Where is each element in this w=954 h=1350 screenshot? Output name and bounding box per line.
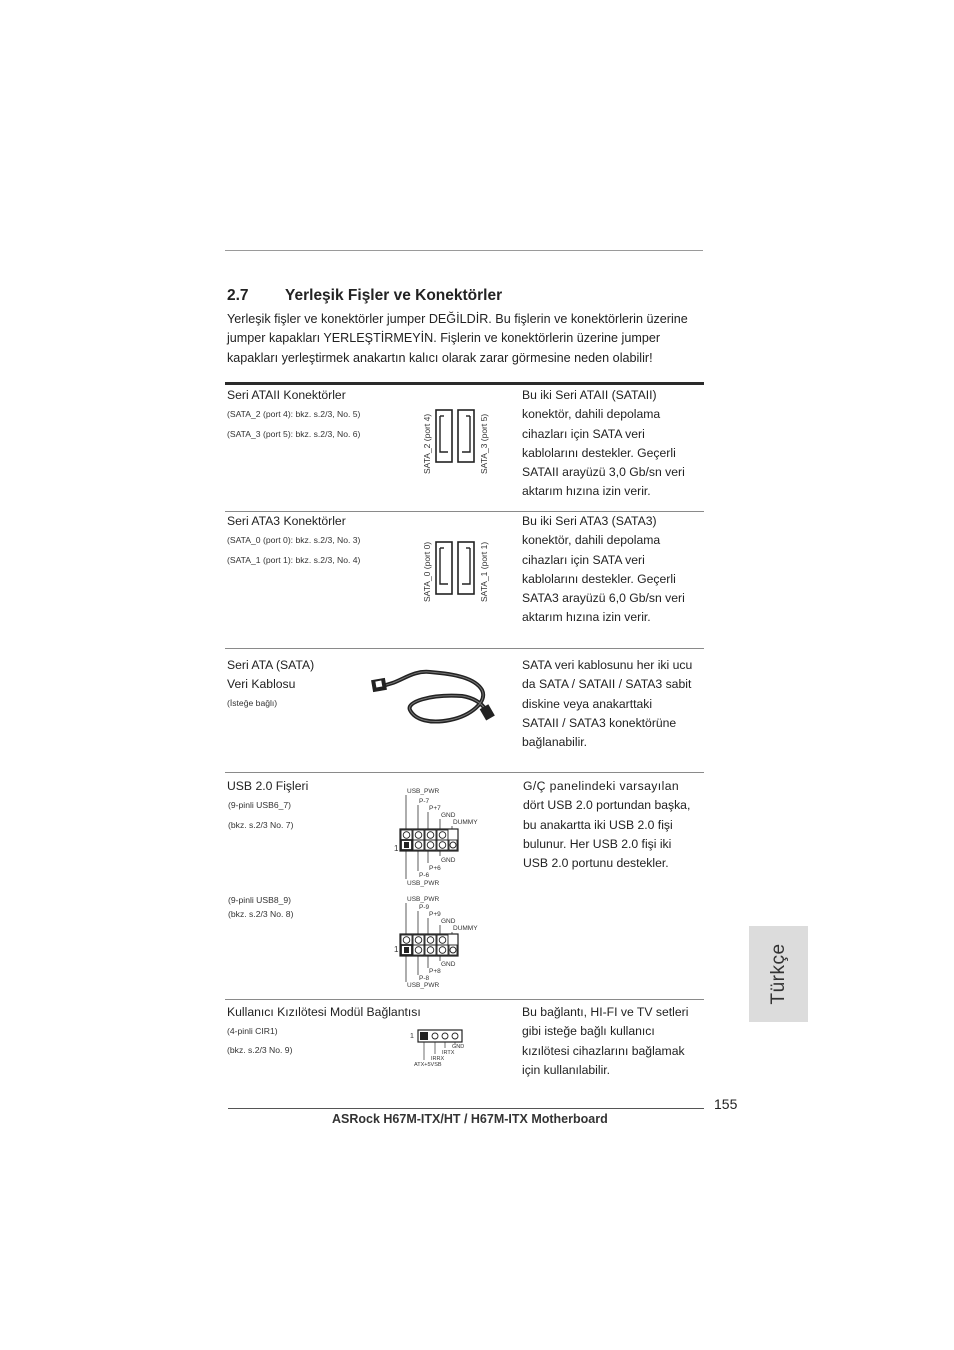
pin-label: GND	[441, 857, 456, 864]
desc-line: cihazları için SATA veri	[522, 552, 645, 567]
cir-ref-2: (bkz. s.2/3 No. 9)	[227, 1045, 293, 1055]
desc-line: SATA veri kablosunu her iki ucu	[522, 658, 693, 672]
footer-text: ASRock H67M-ITX/HT / H67M-ITX Motherboard	[332, 1112, 608, 1126]
desc-line: Bu iki Seri ATA3 (SATA3)	[522, 514, 657, 528]
pin-label: GND	[441, 961, 456, 968]
sataii-description	[522, 386, 707, 502]
desc-line: cihazları için SATA veri	[522, 426, 645, 441]
desc-line: G/Ç panelindeki varsayılan	[523, 779, 680, 793]
usb-ref-2a: (9-pinli USB8_9)	[228, 895, 292, 905]
usb-title: USB 2.0 Fişleri	[227, 779, 309, 793]
sata-connector-icon	[436, 410, 452, 462]
sata3-connector-diagram	[418, 528, 498, 606]
sata-connector-icon	[436, 542, 452, 594]
sata-cable-image	[370, 664, 500, 734]
desc-line: aktarım hızına izin verir.	[522, 610, 651, 625]
section-number: 2.7	[227, 287, 249, 304]
pin-label: USB_PWR	[407, 896, 440, 903]
desc-line: bulunur. Her USB 2.0 fişi iki	[523, 836, 672, 851]
desc-line: gibi isteğe bağlı kullanıcı	[522, 1024, 655, 1039]
page-number: 155	[714, 1096, 738, 1112]
pin-label: P+9	[429, 911, 441, 918]
section-title: Yerleşik Fişler ve Konektörler	[285, 287, 503, 304]
desc-line: SATAII / SATA3 konektörüne	[522, 715, 677, 730]
pin-label: USB_PWR	[407, 788, 440, 795]
pin-label: P+8	[429, 968, 441, 975]
pin-label: P-9	[419, 904, 430, 911]
top-rule	[225, 250, 703, 251]
footer-rule	[228, 1108, 704, 1109]
pin-label: P-6	[419, 872, 430, 879]
desc-line: kızılötesi cihazlarını bağlamak	[522, 1043, 685, 1058]
desc-line: USB 2.0 portunu destekler.	[523, 856, 669, 871]
pin-1-marker: 1	[394, 945, 399, 954]
cable-title-2: Veri Kablosu	[227, 677, 296, 691]
row-separator	[225, 772, 704, 773]
pin-label: GND	[441, 812, 456, 819]
desc-line: SATAII arayüzü 3,0 Gb/sn veri	[522, 465, 685, 480]
sataii-ref-2: (SATA_3 (port 5): bkz. s.2/3, No. 6)	[227, 429, 361, 439]
sataii-connector-diagram	[418, 400, 498, 478]
desc-line: Bu bağlantı, HI-FI ve TV setleri	[522, 1005, 689, 1019]
usb-ref-2b: (bkz. s.2/3 No. 8)	[228, 909, 294, 919]
cir-ref-1: (4-pinli CIR1)	[227, 1026, 278, 1036]
desc-line: bu anakartta iki USB 2.0 fişi	[523, 817, 673, 832]
language-tab-label: Türkçe	[767, 943, 789, 1005]
sataii-title: Seri ATAII Konektörler	[227, 388, 346, 402]
section-intro: Yerleşik fişler ve konektörler jumper DEĞİLDİR. Bu fişlerin ve konektörlerin üzerine jumper kapakları YERLEŞTİRMEYİN. Fişlerin ve konektörlerin üzerine jumper kapakları yerleştirmek anakartın kalıcı olarak zarar görmesine neden olabilir!	[227, 312, 688, 365]
sata3-ref-2: (SATA_1 (port 1): bkz. s.2/3, No. 4)	[227, 555, 361, 565]
usb-ref-1b: (bkz. s.2/3 No. 7)	[228, 820, 294, 830]
row-separator	[225, 999, 704, 1000]
pin-label: GND	[441, 918, 456, 925]
cable-title-1: Seri ATA (SATA)	[227, 658, 315, 672]
pin-label: GND	[452, 1044, 465, 1050]
desc-line: konektör, dahili depolama	[522, 407, 661, 422]
sata3-port-a-label: SATA_0 (port 0)	[422, 541, 432, 602]
desc-line: kablolarını destekler. Geçerli	[522, 571, 676, 586]
desc-line: diskine veya anakarttaki	[522, 696, 653, 711]
cir-title: Kullanıcı Kızılötesi Modül Bağlantısı	[227, 1005, 421, 1019]
sataii-port-b-label: SATA_3 (port 5)	[479, 413, 489, 474]
pin-label: IRTX	[442, 1050, 455, 1056]
desc-line: dört USB 2.0 portundan başka,	[523, 798, 691, 813]
pin-label: USB_PWR	[407, 982, 440, 989]
usb-ref-1a: (9-pinli USB6_7)	[228, 800, 292, 810]
sata3-ref-1: (SATA_0 (port 0): bkz. s.2/3, No. 3)	[227, 535, 361, 545]
language-tab	[749, 926, 808, 1022]
desc-line: Bu iki Seri ATAII (SATAII)	[522, 388, 657, 402]
pin-label: P-7	[419, 798, 430, 805]
sata3-port-b-label: SATA_1 (port 1)	[479, 541, 489, 602]
pin-label: P-8	[419, 975, 430, 982]
usb-header-2-diagram	[393, 892, 483, 992]
sataii-port-a-label: SATA_2 (port 4)	[422, 413, 432, 474]
table-top-rule	[225, 382, 704, 385]
sata3-description	[522, 512, 707, 628]
cir-header-diagram	[408, 1026, 474, 1070]
sata3-title: Seri ATA3 Konektörler	[227, 514, 346, 528]
pin-label: IRRX	[431, 1056, 445, 1062]
row-separator	[225, 648, 704, 649]
pin-1-marker: 1	[410, 1033, 414, 1040]
desc-line: konektör, dahili depolama	[522, 533, 661, 548]
pin-label: P+6	[429, 865, 441, 872]
desc-line: da SATA / SATAII / SATA3 sabit	[522, 677, 692, 692]
desc-line: için kullanılabilir.	[522, 1062, 611, 1077]
desc-line: kablolarını destekler. Geçerli	[522, 445, 676, 460]
pin-label: DUMMY	[453, 819, 478, 826]
sataii-ref-1: (SATA_2 (port 4): bkz. s.2/3, No. 5)	[227, 409, 361, 419]
desc-line: bağlanabilir.	[522, 735, 588, 750]
pin-1-marker: 1	[394, 844, 399, 853]
usb-header-1-diagram	[393, 783, 483, 889]
pin-label: USB_PWR	[407, 880, 440, 887]
pin-label: P+7	[429, 805, 441, 812]
sata-connector-icon	[458, 542, 474, 594]
cable-ref: (İsteğe bağlı)	[227, 698, 278, 708]
desc-line: SATA3 arayüzü 6,0 Gb/sn veri	[522, 591, 685, 606]
sata-connector-icon	[458, 410, 474, 462]
pin-label: DUMMY	[453, 925, 478, 932]
cir-description	[522, 1003, 705, 1080]
pin-label: ATX+5VSB	[414, 1062, 442, 1068]
desc-line: aktarım hızına izin verir.	[522, 484, 651, 499]
section-heading	[227, 287, 502, 305]
cable-description	[522, 656, 707, 752]
usb-description	[523, 777, 705, 873]
